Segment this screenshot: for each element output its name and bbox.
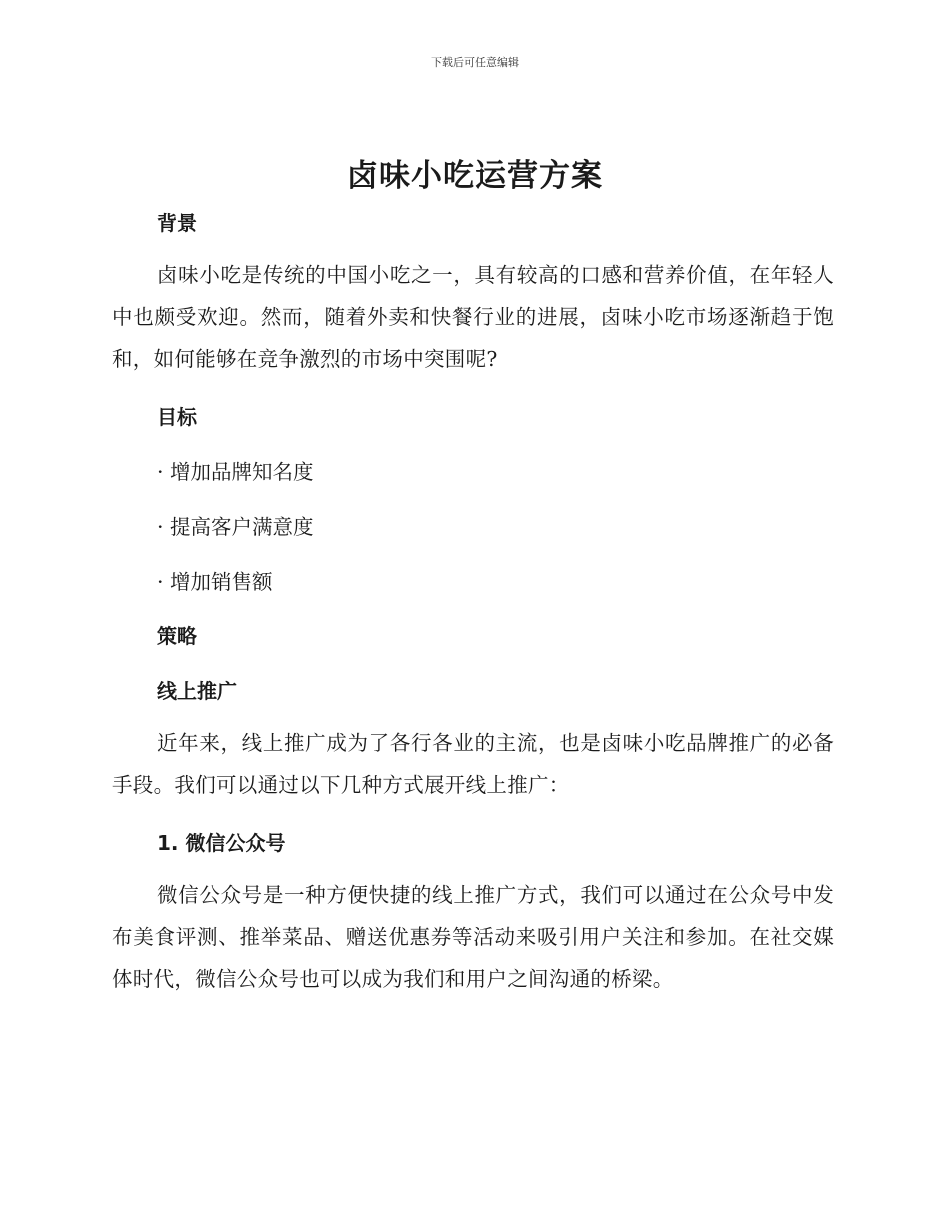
heading-goal: 目标 <box>157 405 197 429</box>
heading-strategy: 策略 <box>157 624 197 648</box>
document-title: 卤味小吃运营方案 <box>347 158 603 194</box>
goal-item-1: · 增加品牌知名度 <box>157 460 314 484</box>
header-note: 下载后可任意编辑 <box>431 56 519 69</box>
heading-online-promotion: 线上推广 <box>157 679 237 703</box>
paragraph-background: 卤味小吃是传统的中国小吃之一，具有较高的口感和营养价值，在年轻人中也颇受欢迎。然而，随着外卖和快餐行业的进展，卤味小吃市场逐渐趋于饱和，如何能够在竞争激烈的市场中突围呢? <box>112 263 834 371</box>
paragraph-online-promotion: 近年来，线上推广成为了各行各业的主流，也是卤味小吃品牌推广的必备手段。我们可以通过以下几种方式展开线上推广： <box>112 731 834 797</box>
goal-item-2: · 提高客户满意度 <box>157 515 314 539</box>
heading-background: 背景 <box>157 211 197 235</box>
goal-item-3: · 增加销售额 <box>157 570 273 594</box>
paragraph-wechat: 微信公众号是一种方便快捷的线上推广方式，我们可以通过在公众号中发布美食评测、推举菜品、赠送优惠券等活动来吸引用户关注和参加。在社交媒体时代，微信公众号也可以成为我们和用户之间沟通的桥梁。 <box>112 883 834 991</box>
heading-wechat: 1. 微信公众号 <box>157 831 286 855</box>
